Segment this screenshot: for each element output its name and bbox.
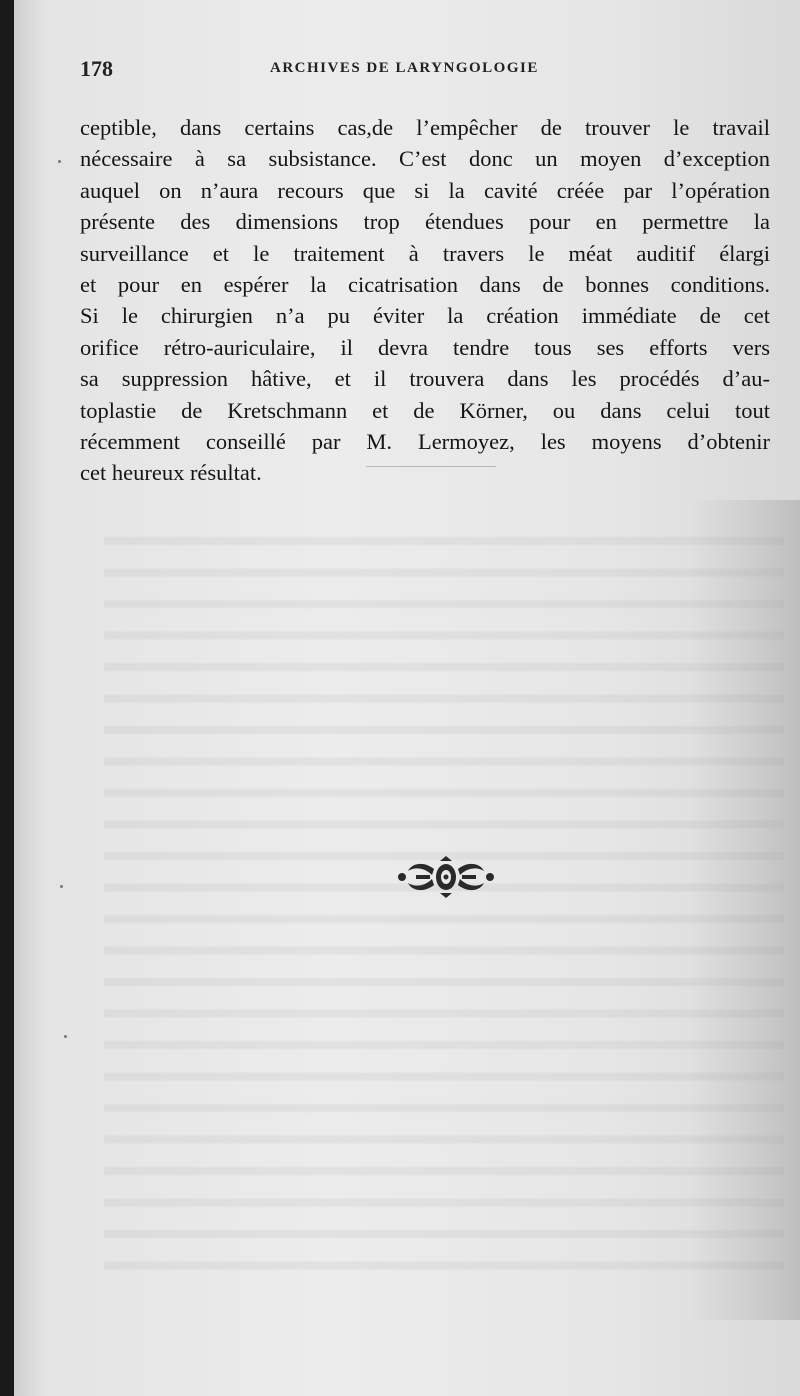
page-header bbox=[80, 56, 780, 86]
section-divider bbox=[366, 466, 496, 467]
text-line: cet heureux résultat. bbox=[80, 460, 262, 486]
text-line: présente des dimensions trop étendues pour en permettre la bbox=[80, 209, 770, 235]
text-line: ceptible, dans certains cas,de l’empêcher de trouver le travail bbox=[80, 115, 770, 140]
text-line: récemment conseillé par M. Lermoyez, les moyens d’obtenir bbox=[80, 429, 770, 455]
paper-speck bbox=[64, 1035, 67, 1038]
text-line: sa suppression hâtive, et il trouvera dans les procédés d’au- bbox=[80, 366, 770, 392]
show-through-texture bbox=[104, 520, 784, 1280]
printers-ornament-icon bbox=[394, 855, 498, 899]
text-line: toplastie de Kretschmann et de Körner, ou dans celui tout bbox=[80, 397, 770, 423]
page-edge-shadow bbox=[690, 500, 800, 1320]
running-title: ARCHIVES DE LARYNGOLOGIE bbox=[270, 60, 539, 76]
paper-speck bbox=[60, 885, 63, 888]
body-paragraph bbox=[80, 112, 770, 489]
text-line: et pour en espérer la cicatrisation dans de bonnes conditions. bbox=[80, 272, 770, 298]
text-line: orifice rétro-auriculaire, il devra tendre tous ses efforts vers bbox=[80, 334, 770, 360]
book-page bbox=[14, 0, 800, 1396]
text-line: auquel on n’aura recours que si la cavité créée par l’opération bbox=[80, 177, 770, 203]
text-line: nécessaire à sa subsistance. C’est donc un moyen d’exception bbox=[80, 146, 770, 172]
text-line: surveillance et le traitement à travers le méat auditif élargi bbox=[80, 240, 770, 266]
text-line: Si le chirurgien n’a pu éviter la création immédiate de cet bbox=[80, 303, 770, 329]
page-number: 178 bbox=[80, 56, 113, 81]
paper-speck bbox=[58, 160, 61, 163]
